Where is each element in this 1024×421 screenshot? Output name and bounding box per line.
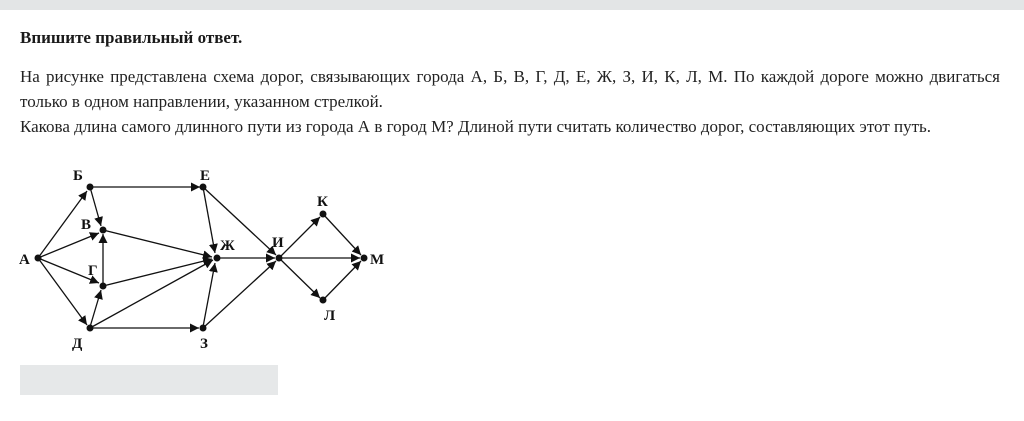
- node-Z: [200, 325, 207, 332]
- node-G: [100, 283, 107, 290]
- node-K: [320, 211, 327, 218]
- top-bar: [0, 0, 1024, 10]
- label-Z: З: [200, 336, 208, 352]
- edge-B-V: [90, 187, 101, 226]
- node-V: [100, 227, 107, 234]
- edge-K-M: [323, 214, 361, 255]
- label-V: В: [81, 217, 92, 233]
- task-text: [20, 64, 1000, 139]
- label-K: К: [317, 194, 328, 210]
- edge-I-L: [279, 258, 320, 298]
- label-I: И: [272, 235, 284, 251]
- label-B: Б: [73, 168, 83, 184]
- edge-D-G: [90, 290, 101, 327]
- node-E: [200, 184, 207, 191]
- node-L: [320, 297, 327, 304]
- edge-L-M: [323, 261, 361, 300]
- label-Zh: Ж: [220, 238, 235, 254]
- label-M: М: [370, 252, 385, 268]
- edge-V-Zh: [103, 230, 212, 257]
- answer-input[interactable]: [20, 365, 278, 395]
- node-M: [361, 255, 368, 262]
- node-B: [87, 184, 94, 191]
- edge-Z-Zh: [203, 263, 215, 327]
- edge-I-K: [279, 217, 320, 258]
- task-heading: Впишите правильный ответ.: [20, 28, 243, 47]
- label-E: Е: [200, 168, 211, 184]
- node-Zh: [214, 255, 221, 262]
- node-A: [35, 255, 42, 262]
- label-L: Л: [324, 308, 336, 324]
- node-D: [87, 325, 94, 332]
- task-paragraph-1: На рисунке представлена схема дорог, связывающих города А, Б, В, Г, Д, Е, Ж, З, И, К, Л, М. По каждой дороге можно двигаться только в одном направлении, указанном стрелкой.: [20, 67, 1000, 111]
- task-paragraph-2: Какова длина самого длинного пути из города А в город М? Длиной пути считать количество дорог, составляющих этот путь.: [20, 117, 932, 136]
- road-graph: [10, 160, 410, 360]
- label-D: Д: [72, 336, 83, 352]
- edge-D-Zh: [90, 260, 213, 328]
- label-A: А: [19, 252, 30, 268]
- node-I: [276, 255, 283, 262]
- edge-G-Zh: [103, 259, 212, 286]
- label-G: Г: [88, 263, 98, 279]
